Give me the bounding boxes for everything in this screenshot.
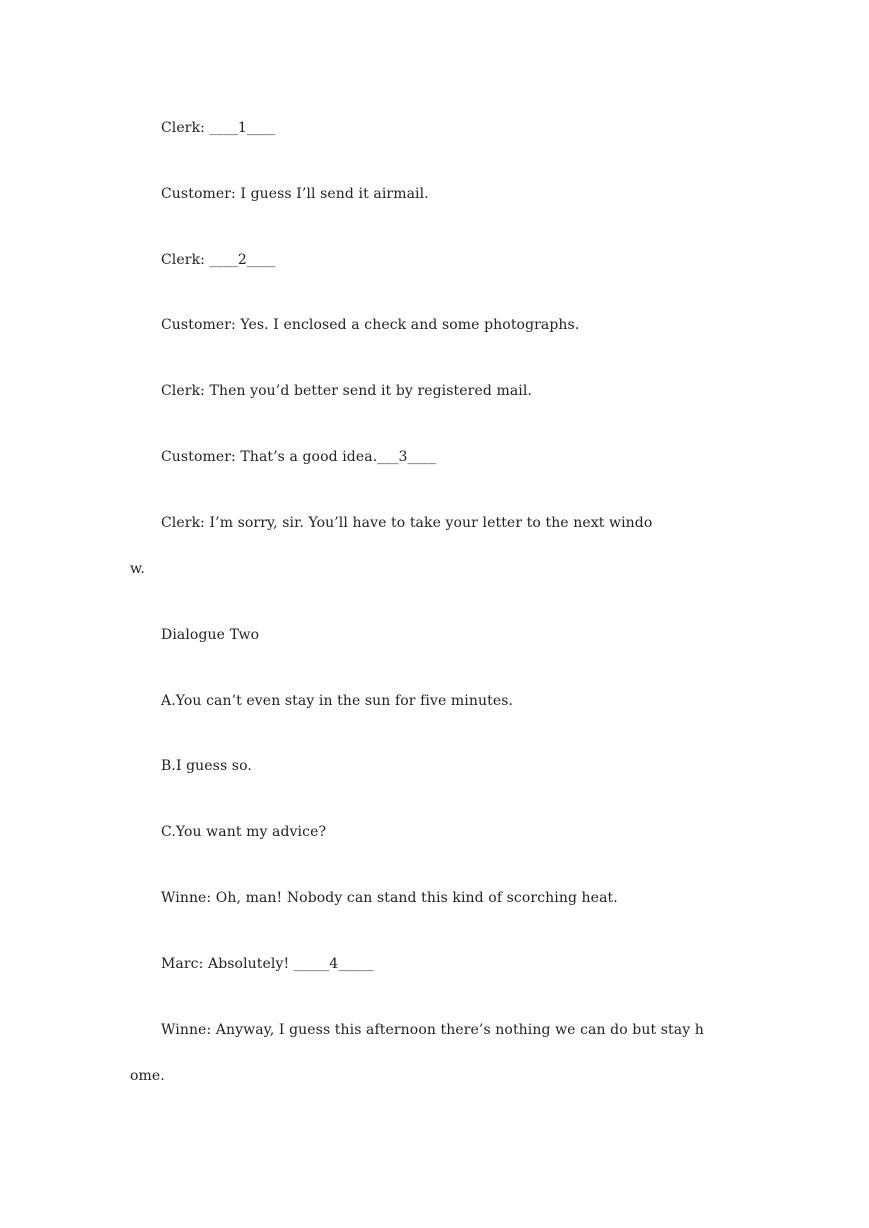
- winne-line-2-continued: ome.: [130, 1068, 165, 1084]
- winne-line-2: Winne: Anyway, I guess this afternoon there’s nothing we can do but stay h: [161, 1022, 704, 1038]
- clerk-line-4-continued: w.: [130, 561, 145, 577]
- clerk-line-1: Clerk: ____1____: [161, 120, 276, 136]
- winne-line-1: Winne: Oh, man! Nobody can stand this kind of scorching heat.: [161, 890, 618, 906]
- option-a: A.You can’t even stay in the sun for five minutes.: [161, 693, 514, 709]
- clerk-line-3: Clerk: Then you’d better send it by registered mail.: [161, 383, 532, 399]
- customer-line-2: Customer: Yes. I enclosed a check and some photographs.: [161, 317, 580, 333]
- option-c: C.You want my advice?: [161, 824, 327, 840]
- customer-line-1: Customer: I guess I’ll send it airmail.: [161, 186, 429, 202]
- clerk-line-2: Clerk: ____2____: [161, 252, 276, 268]
- marc-line-1: Marc: Absolutely! _____4_____: [161, 956, 374, 972]
- option-b: B.I guess so.: [161, 758, 252, 774]
- customer-line-3: Customer: That’s a good idea.___3____: [161, 449, 436, 465]
- dialogue-two-heading: Dialogue Two: [161, 627, 260, 643]
- clerk-line-4: Clerk: I’m sorry, sir. You’ll have to take your letter to the next windo: [161, 515, 653, 531]
